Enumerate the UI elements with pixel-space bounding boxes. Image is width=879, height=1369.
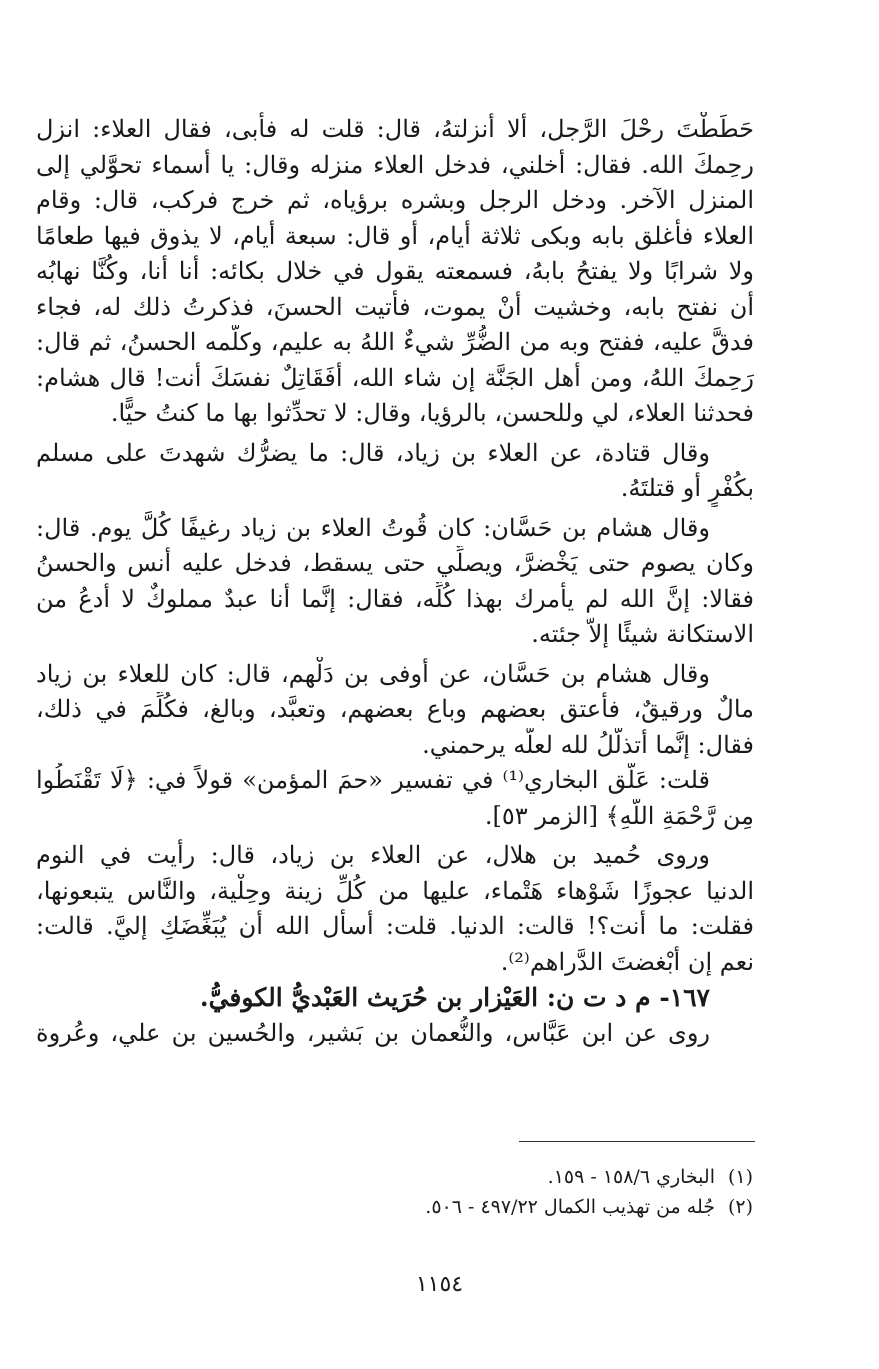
paragraph-start-line: وروى حُميد بن هلال، عن العلاء بن زياد، قال: رأيت في النوم (36, 841, 710, 869)
page-body (36, 112, 754, 1051)
footnote-number: (٢) (727, 1196, 753, 1218)
text-line: ولا شرابًا ولا يفتحُ بابهُ، فسمعته يقول في خلال بكائه: أنا أنا، وكُنَّا نهابُه (36, 257, 754, 285)
footnote-number: (١) (727, 1166, 753, 1188)
text-line: فقالا: إنَّ الله لم يأمرك بهذا كُلِّه، فقال: إنَّما أنا عبدٌ مملوكٌ لا أدعُ من (36, 584, 754, 613)
text-line: وكان يصوم حتى يَخْضرَّ، ويصلِّي حتى يسقط، فدخل عليه أنس والحسنُ (36, 549, 754, 577)
footnote-text: جُله من تهذيب الكمال ٤٩٧/٢٢ - ٥٠٦. (425, 1196, 715, 1218)
text-line: مِن رَّحْمَةِ اللَّهِ﴾ [الزمر ٥٣]. (484, 801, 754, 830)
text-line: رَحِمكَ اللهُ، ومن أهل الجَنَّة إن شاء الله، أفَقَاتِلٌ نفسَكَ أنت! قال هشام: (36, 363, 754, 392)
text-line: فقلت: ما أنت؟! قالت: الدنيا. قلت: أسأل الله أن يُبَغِّضَكِ إليَّ. قالت: (36, 912, 754, 940)
paragraph-start-line: روى عن ابن عَبَّاس، والنُّعمان بن بَشير، والحُسين بن علي، وعُروة (36, 1018, 710, 1047)
paragraph-start-line: وقال قتادة، عن العلاء بن زياد، قال: ما يضرُّك شهدتَ على مسلم (36, 438, 710, 467)
footnote-text: البخاري ١٥٨/٦ - ١٥٩. (547, 1166, 715, 1188)
footnote (153, 1192, 753, 1222)
footnote-separator (519, 1141, 755, 1142)
text-line: بكُفْرٍ أو قتلتَهُ. (620, 474, 754, 502)
text-line: حَطَطْتَ رحْلَ الرَّجل، ألا أنزلتهُ، قال: قلت له فأبى، فقال العلاء: انزل (36, 115, 754, 143)
text-line: فقال: إنَّما أتذلَّلُ لله لعلَّه يرحمني. (422, 730, 754, 759)
footnotes (153, 1162, 753, 1222)
page-number: ١١٥٤ (415, 1272, 464, 1297)
text-line: فحدثنا العلاء، لي وللحسن، بالرؤيا، وقال: لا تحدِّثوا بها ما كنتُ حيًّا. (110, 399, 754, 427)
text-line: العلاء فأغلق بابه وبكى ثلاثة أيام، أو قال: سبعة أيام، لا يذوق فيها طعامًا (36, 221, 754, 250)
text-line: أن نفتح بابه، وخشيت أنْ يموت، فأتيت الحسنَ، فذكرتُ ذلك له، فجاء (36, 292, 754, 321)
text-line: رحِمكَ الله. فقال: أخلني، فدخل العلاء منزله وقال: يا أسماء تحوَّلي إلى (36, 150, 754, 179)
paragraph-start-line: قلت: عَلَّق البخاري⁽¹⁾ في تفسير «حمَ المؤمن» قولاً في: ﴿لَا تَقْنَطُوا (36, 766, 711, 794)
paragraph-start-line: وقال هشام بن حَسَّان، عن أوفى بن دَلْهم، قال: كان للعلاء بن زياد (36, 659, 710, 688)
text-line: الدنيا عجوزًا شَوْهاء هَتْماء، عليها من كُلِّ زينة وحِلْية، والنَّاس يتبعونها، (36, 876, 754, 905)
footnote (153, 1162, 753, 1192)
text-line: الاستكانة شيئًا إلاَّ جئته. (531, 620, 754, 648)
entry-heading: ١٦٧- م د ت ن: العَيْزار بن حُرَيث العَبْديُّ الكوفيُّ. (199, 983, 710, 1012)
paragraph-start-line: وقال هشام بن حَسَّان: كان قُوتُ العلاء بن زياد رغيفًا كُلَّ يوم. قال: (36, 513, 710, 542)
text-line: مالٌ ورقيقٌ، فأعتق بعضهم وباع بعضهم، وتعبَّد، وبالغ، فكُلِّمَ في ذلك، (36, 695, 754, 723)
text-line: فدقَّ عليه، ففتح وبه من الضُّرِّ شيءٌ اللهُ به عليم، وكلَّمه الحسنُ، ثم قال: (36, 328, 754, 356)
text-line: نعم إن أبْغضتَ الدَّراهم⁽²⁾. (500, 947, 754, 976)
text-line: المنزل الآخر. ودخل الرجل وبشره برؤياه، ثم خرج فركب، قال: وقام (36, 186, 754, 214)
